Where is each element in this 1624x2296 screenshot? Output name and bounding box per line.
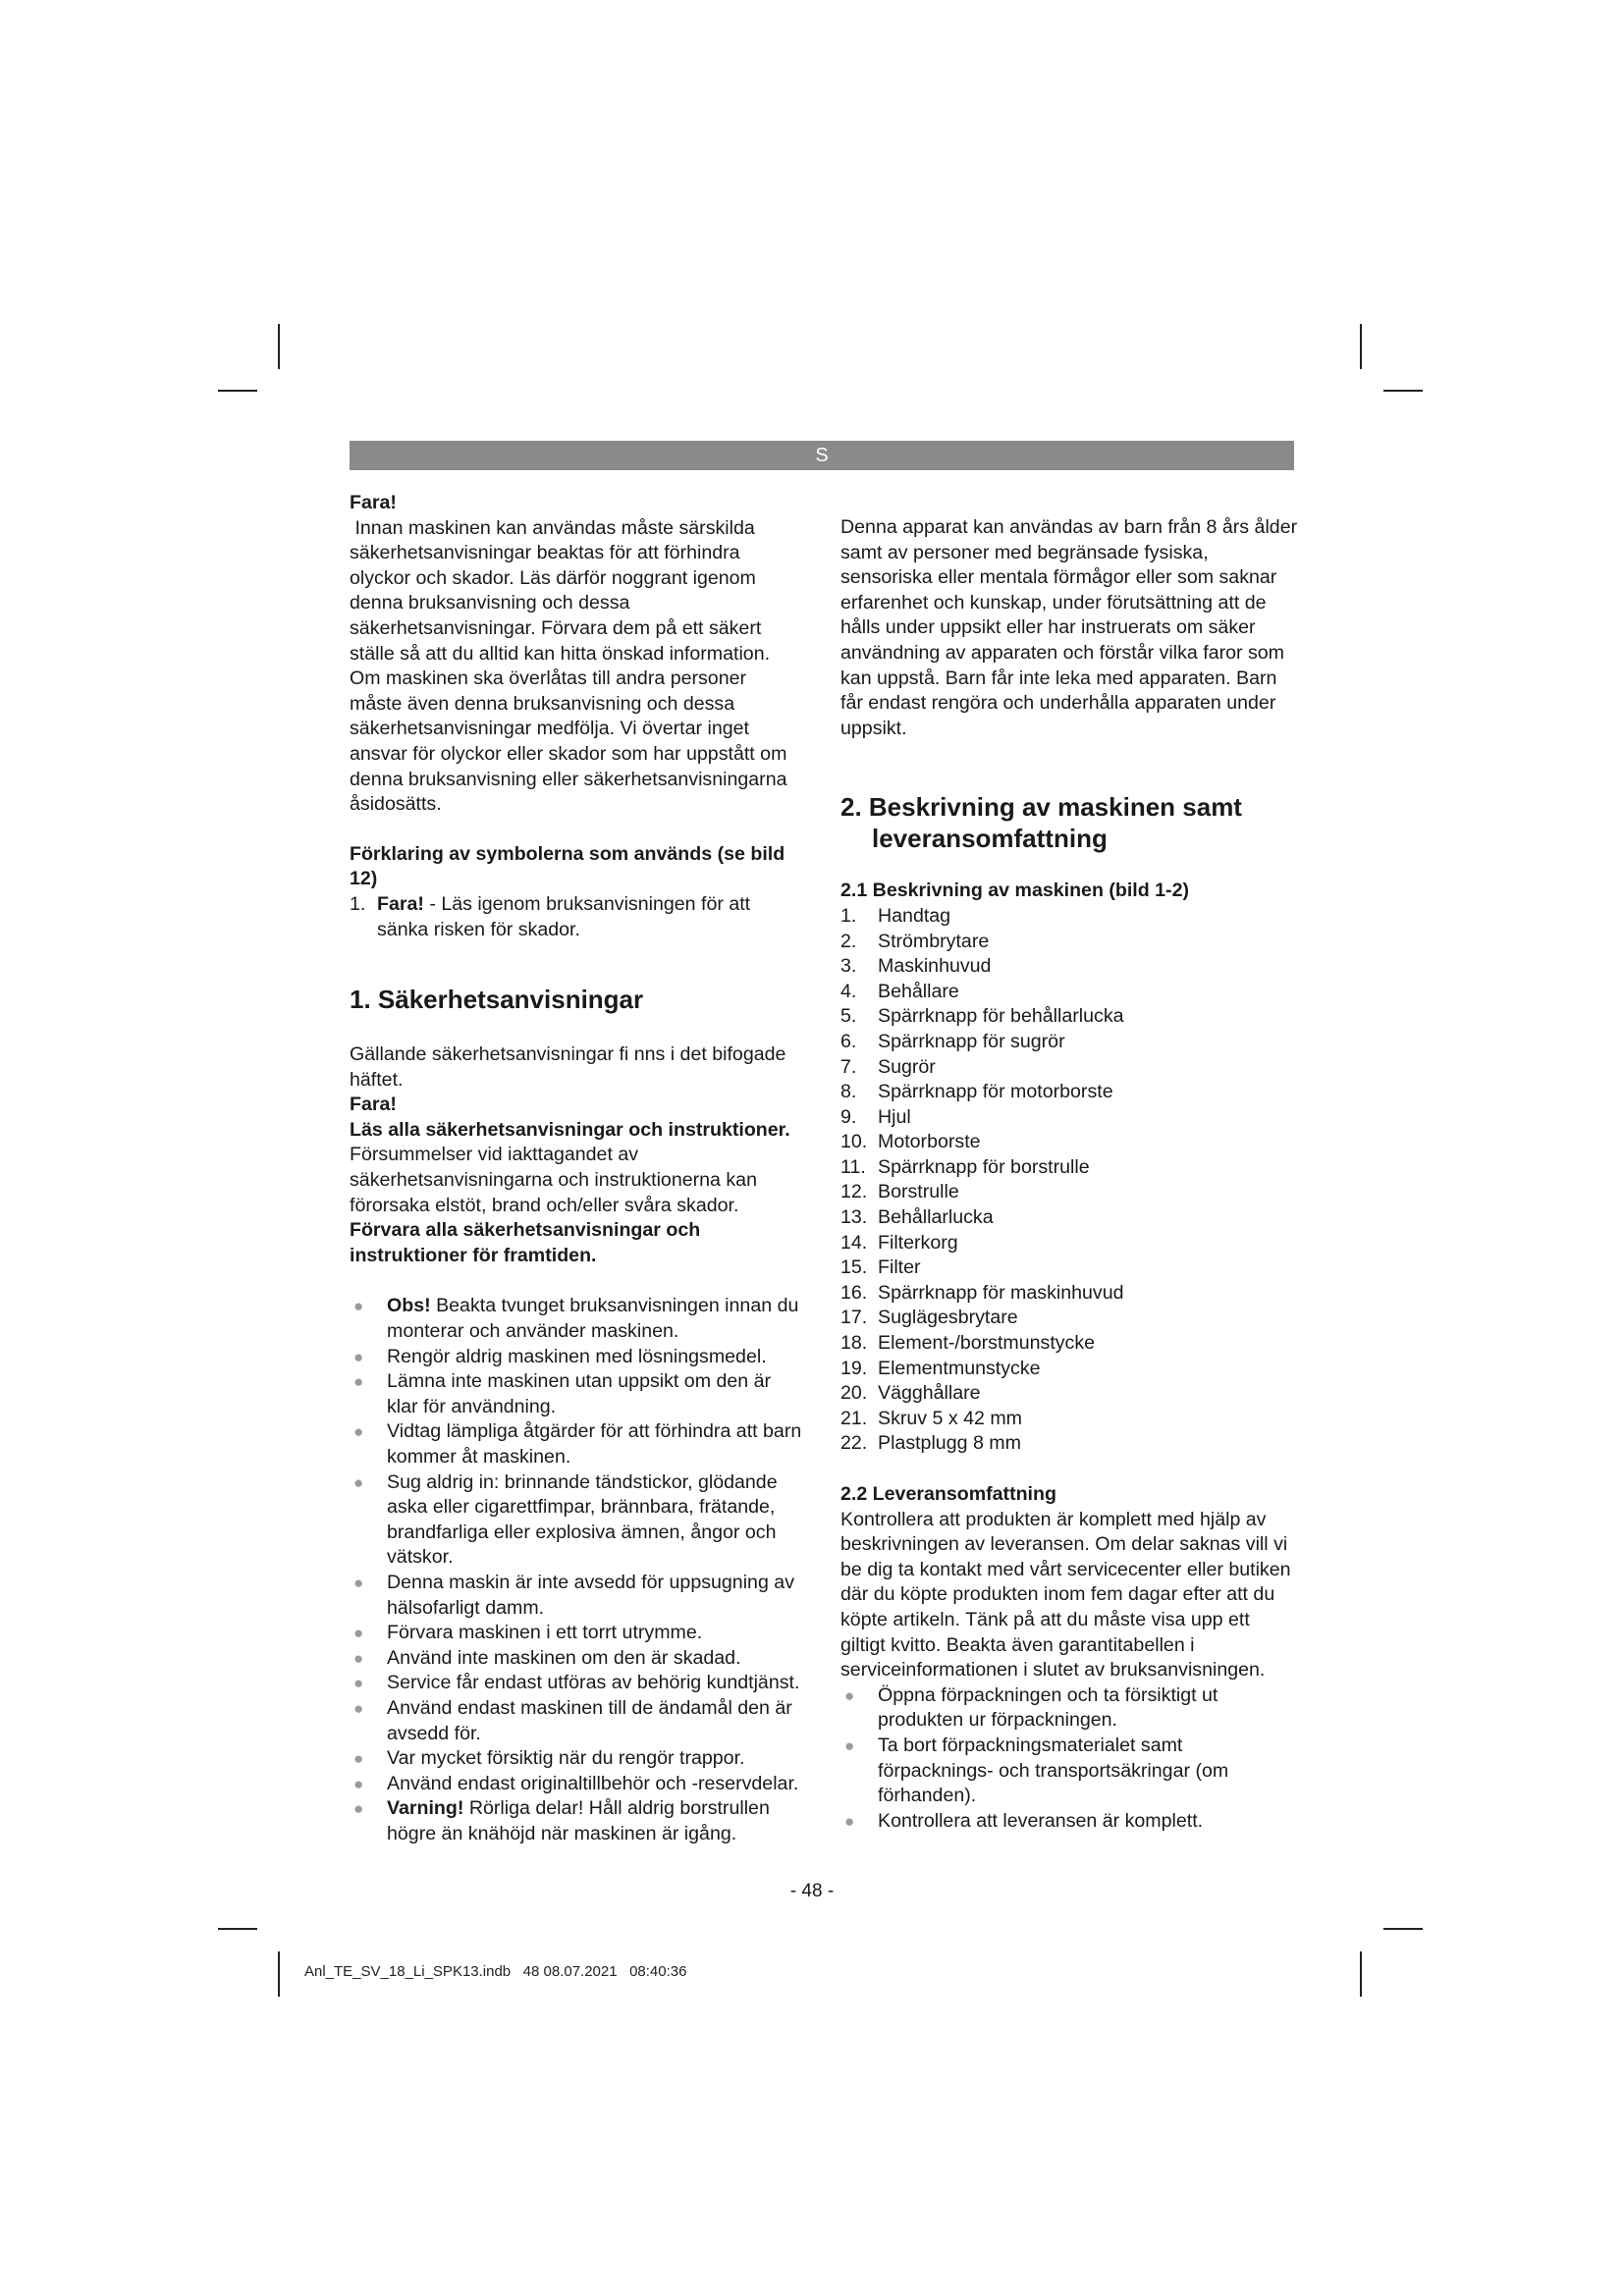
- part-item: [840, 1080, 1298, 1105]
- list-item: [840, 1683, 1298, 1734]
- part-label: Behållare: [878, 980, 959, 1002]
- bullet-text: Kontrollera att leveransen är komplett.: [878, 1809, 1204, 1832]
- bullet-icon: ●: [844, 1811, 855, 1831]
- bullet-text: Använd endast originaltillbehör och -reservdelar.: [387, 1772, 799, 1794]
- part-number: 16.: [840, 1281, 868, 1304]
- bullet-icon: ●: [353, 1674, 364, 1693]
- part-number: 4.: [840, 980, 857, 1002]
- bullet-icon: ●: [844, 1685, 855, 1705]
- bullet-text: Använd inte maskinen om den är skadad.: [387, 1646, 741, 1669]
- right-column: [840, 515, 1298, 1834]
- part-item: [840, 1180, 1298, 1205]
- part-label: Motorborste: [878, 1131, 981, 1153]
- part-label: Sugrör: [878, 1055, 936, 1078]
- part-label: Elementmunstycke: [878, 1357, 1041, 1379]
- bullet-text: Vidtag lämpliga åtgärder för att förhindra att barn kommer åt maskinen.: [387, 1420, 802, 1468]
- part-number: 6.: [840, 1030, 857, 1052]
- part-label: Spärrknapp för motorborste: [878, 1081, 1113, 1103]
- bullet-text: Service får endast utföras av behörig kundtjänst.: [387, 1672, 800, 1694]
- part-label: Maskinhuvud: [878, 955, 992, 978]
- part-item: [840, 1381, 1298, 1407]
- list-item: [350, 1796, 803, 1846]
- part-item: [840, 1255, 1298, 1281]
- part-number: 20.: [840, 1382, 868, 1405]
- list-item: [350, 1646, 803, 1672]
- bullet-icon: ●: [353, 1648, 364, 1668]
- bullet-icon: ●: [353, 1372, 364, 1392]
- part-number: 14.: [840, 1231, 868, 1254]
- subsection-2-2-text: Kontrollera att produkten är komplett med hjälp av beskrivningen av leveransen. Om delar saknas vill vi be dig ta kontakt med vårt servicecenter eller butiken där du köpte produkten inom fem dagar efter att du köpte artikeln. Tänk på att du måste visa upp ett giltigt kvitto. Beakta även garantitabellen i serviceinformationen i slutet av bruksanvisningen.: [840, 1508, 1291, 1682]
- part-label: Strömbrytare: [878, 930, 990, 952]
- bullet-icon: ●: [353, 1573, 364, 1592]
- part-number: 12.: [840, 1181, 868, 1203]
- parts-list: [840, 904, 1298, 1457]
- part-item: [840, 1055, 1298, 1081]
- list-item: [350, 1294, 803, 1344]
- part-number: 19.: [840, 1357, 868, 1379]
- part-item: [840, 1004, 1298, 1030]
- language-header-bar: [350, 441, 1294, 470]
- part-number: 9.: [840, 1105, 857, 1128]
- bullet-icon: ●: [353, 1347, 364, 1366]
- symbols-heading: Förklaring av symbolerna som används (se bild 12): [350, 842, 785, 890]
- part-item: [840, 954, 1298, 980]
- part-label: Suglägesbrytare: [878, 1307, 1018, 1329]
- part-number: 13.: [840, 1206, 868, 1229]
- symbol-item: [350, 892, 803, 942]
- delivery-bullet-list: [840, 1683, 1298, 1835]
- print-footer: Anl_TE_SV_18_Li_SPK13.indb 48 08.07.2021 08:40:36: [304, 1963, 687, 1980]
- list-item: [350, 1746, 803, 1772]
- part-number: 17.: [840, 1307, 868, 1329]
- part-item: [840, 1407, 1298, 1432]
- list-item: [350, 1571, 803, 1621]
- bullet-text: Lämna inte maskinen utan uppsikt om den är klar för användning.: [387, 1370, 772, 1417]
- crop-mark: [1360, 1951, 1362, 1997]
- section-2-title: 2. Beskrivning av maskinen samt leveransomfattning: [840, 792, 1242, 854]
- part-number: 7.: [840, 1055, 857, 1078]
- part-label: Plastplugg 8 mm: [878, 1432, 1021, 1455]
- part-label: Element-/borstmunstycke: [878, 1332, 1096, 1355]
- part-item: [840, 1357, 1298, 1382]
- bullet-text: Förvara maskinen i ett torrt utrymme.: [387, 1622, 703, 1644]
- bullet-text: Sug aldrig in: brinnande tändstickor, glödande aska eller cigarettfimpar, brännbara, frätande, brandfarliga eller explosiva ämnen, ångor och vätskor.: [387, 1470, 778, 1569]
- bullet-text: Ta bort förpackningsmaterialet samt förpacknings- och transportsäkringar (om förhanden).: [878, 1734, 1229, 1807]
- part-number: 8.: [840, 1081, 857, 1103]
- bullet-text: Var mycket försiktig när du rengör trappor.: [387, 1747, 745, 1770]
- symbol-text: - Läs igenom bruksanvisningen för att sänka risken för skador.: [377, 892, 751, 940]
- bullet-bold: Obs!: [387, 1295, 431, 1317]
- bullet-text: Rengör aldrig maskinen med lösningsmedel.: [387, 1345, 767, 1367]
- bullet-text: Beakta tvunget bruksanvisningen innan du monterar och använder maskinen.: [387, 1295, 799, 1343]
- part-item: [840, 1306, 1298, 1331]
- part-label: Skruv 5 x 42 mm: [878, 1407, 1022, 1429]
- section-1-title: 1. Säkerhetsanvisningar: [350, 985, 644, 1015]
- part-number: 22.: [840, 1432, 868, 1455]
- bullet-icon: ●: [353, 1799, 364, 1819]
- part-label: Filterkorg: [878, 1231, 958, 1254]
- part-label: Hjul: [878, 1105, 911, 1128]
- bullet-icon: ●: [353, 1422, 364, 1442]
- part-number: 15.: [840, 1256, 868, 1279]
- list-item: [350, 1772, 803, 1797]
- part-item: [840, 1105, 1298, 1131]
- part-number: 18.: [840, 1332, 868, 1355]
- part-item: [840, 980, 1298, 1005]
- crop-mark: [218, 1928, 257, 1930]
- section-1-text: Försummelser vid iakttagandet av säkerhetsanvisningarna och instruktionerna kan förorsaka elstöt, brand och/eller svåra skador.: [350, 1144, 757, 1216]
- bullet-icon: ●: [353, 1774, 364, 1793]
- part-number: 1.: [840, 904, 857, 927]
- intro-paragraph: Innan maskinen kan användas måste särskilda säkerhetsanvisningar beaktas för att förhindra olyckor och skador. Läs därför noggrant igenom denna bruksanvisning och dessa säkerhetsanvisningar. Förvara dem på ett säkert ställe så att du alltid kan hitta önskad information. Om maskinen ska överlåtas till andra personer måste även denna bruksanvisning och dessa säkerhetsanvisningar medfölja. Vi övertar inget ansvar för olyckor eller skador som har uppstått om denna bruksanvisning eller säkerhetsanvisningarna åsidosätts.: [350, 516, 792, 816]
- bullet-icon: ●: [353, 1624, 364, 1643]
- bullet-icon: ●: [844, 1735, 855, 1755]
- part-item: [840, 1231, 1298, 1256]
- list-item: [350, 1369, 803, 1419]
- list-item: [350, 1671, 803, 1696]
- part-label: Borstrulle: [878, 1181, 959, 1203]
- list-item: [840, 1809, 1298, 1835]
- part-label: Spärrknapp för borstrulle: [878, 1155, 1090, 1178]
- page-number: - 48 -: [789, 1881, 835, 1901]
- part-label: Spärrknapp för sugrör: [878, 1030, 1065, 1052]
- part-label: Behållarlucka: [878, 1206, 994, 1229]
- part-label: Spärrknapp för maskinhuvud: [878, 1281, 1124, 1304]
- symbol-bold: Fara!: [377, 892, 424, 915]
- part-label: Filter: [878, 1256, 921, 1279]
- symbols-list: [350, 892, 803, 942]
- part-label: Spärrknapp för behållarlucka: [878, 1005, 1124, 1028]
- bullet-text: Denna maskin är inte avsedd för uppsugning av hälsofarligt damm.: [387, 1571, 794, 1619]
- part-item: [840, 1030, 1298, 1055]
- children-paragraph: Denna apparat kan användas av barn från 8 års ålder samt av personer med begränsade fysiska, sensoriska eller mentala förmågor eller som saknar erfarenhet och kunskap, under förutsättning att de hålls under uppsikt eller har instruerats om säker användning av apparaten och förstår vilka faror som kan uppstå. Barn får inte leka med apparaten. Barn får endast rengöra och underhålla apparaten under uppsikt.: [840, 516, 1298, 739]
- crop-mark: [278, 1951, 280, 1997]
- list-item: [350, 1470, 803, 1571]
- bullet-icon: ●: [353, 1749, 364, 1769]
- list-item: [350, 1621, 803, 1646]
- part-number: 10.: [840, 1131, 868, 1153]
- bullet-text: Använd endast maskinen till de ändamål den är avsedd för.: [387, 1696, 792, 1744]
- part-number: 3.: [840, 955, 857, 978]
- part-label: Handtag: [878, 904, 951, 927]
- part-number: 2.: [840, 930, 857, 952]
- section-1-bold-tail: Förvara alla säkerhetsanvisningar och instruktioner för framtiden.: [350, 1219, 701, 1266]
- safety-bullet-list: [350, 1294, 803, 1846]
- section-1-bold-lead: Läs alla säkerhetsanvisningar och instruktioner.: [350, 1118, 790, 1141]
- bullet-bold: Varning!: [387, 1797, 464, 1820]
- part-number: 21.: [840, 1407, 868, 1429]
- bullet-icon: ●: [353, 1472, 364, 1492]
- crop-mark: [1383, 1928, 1423, 1930]
- part-item: [840, 1281, 1298, 1307]
- symbol-number: 1.: [350, 892, 366, 915]
- part-item: [840, 1130, 1298, 1155]
- part-item: [840, 1331, 1298, 1357]
- crop-mark: [1383, 390, 1423, 392]
- bullet-text: Öppna förpackningen och ta försiktigt ut produkten ur förpackningen.: [878, 1683, 1218, 1732]
- part-item: [840, 1431, 1298, 1457]
- part-item: [840, 930, 1298, 955]
- list-item: [350, 1345, 803, 1370]
- list-item: [350, 1419, 803, 1469]
- crop-mark: [218, 390, 257, 392]
- bullet-icon: ●: [353, 1698, 364, 1718]
- part-item: [840, 1155, 1298, 1181]
- list-item: [350, 1696, 803, 1746]
- bullet-icon: ●: [353, 1297, 364, 1316]
- crop-mark: [1360, 324, 1362, 369]
- bullet-text: Rörliga delar! Håll aldrig borstrullen högre än knähöjd när maskinen är igång.: [387, 1797, 770, 1844]
- subsection-2-1-title: 2.1 Beskrivning av maskinen (bild 1-2): [840, 880, 1189, 902]
- part-number: 5.: [840, 1005, 857, 1028]
- section-1-paragraph: [350, 1118, 803, 1269]
- section-1-warning: Fara!: [350, 1094, 397, 1116]
- crop-mark: [278, 324, 280, 369]
- subsection-2-2-title: 2.2 Leveransomfattning: [840, 1483, 1056, 1505]
- part-number: 11.: [840, 1155, 866, 1178]
- language-code: S: [815, 445, 829, 466]
- warning-heading: Fara!: [350, 492, 397, 513]
- part-item: [840, 1205, 1298, 1231]
- part-label: Vägghållare: [878, 1382, 981, 1405]
- list-item: [840, 1734, 1298, 1809]
- part-item: [840, 904, 1298, 930]
- left-column: [350, 491, 803, 1847]
- section-1-intro: Gällande säkerhetsanvisningar fi nns i det bifogade häftet.: [350, 1043, 786, 1091]
